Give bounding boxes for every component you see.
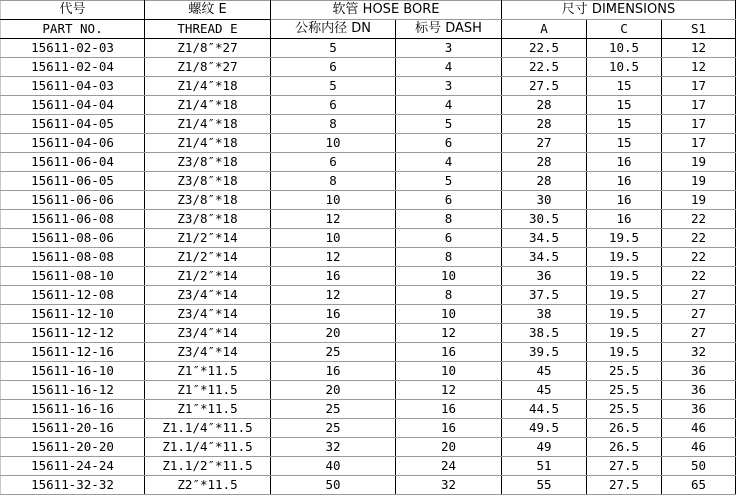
cell-dim-s1[interactable]: 22 [662,210,736,229]
cell-dim-a[interactable]: 49 [502,438,587,457]
cell-part-no[interactable]: 15611-20-16 [1,419,145,438]
cell-dim-s1[interactable]: 19 [662,191,736,210]
cell-dim-a[interactable]: 30.5 [502,210,587,229]
cell-dash[interactable]: 10 [396,305,502,324]
cell-dn[interactable]: 10 [271,191,396,210]
cell-dim-s1[interactable]: 50 [662,457,736,476]
cell-part-no[interactable]: 15611-12-16 [1,343,145,362]
cell-dim-c[interactable]: 16 [587,210,662,229]
cell-dim-s1[interactable]: 17 [662,134,736,153]
cell-dim-c[interactable]: 15 [587,115,662,134]
cell-dim-c[interactable]: 10.5 [587,58,662,77]
header-thread[interactable]: 螺纹 E [145,1,271,20]
cell-dim-c[interactable]: 25.5 [587,362,662,381]
cell-part-no[interactable]: 15611-16-12 [1,381,145,400]
subheader-thread-e[interactable]: THREAD E [145,20,271,39]
cell-dn[interactable]: 25 [271,400,396,419]
cell-part-no[interactable]: 15611-04-04 [1,96,145,115]
subheader-c[interactable]: C [587,20,662,39]
cell-part-no[interactable]: 15611-12-08 [1,286,145,305]
cell-dim-a[interactable]: 55 [502,476,587,495]
cell-dim-a[interactable]: 28 [502,172,587,191]
cell-dim-a[interactable]: 28 [502,96,587,115]
cell-dim-a[interactable]: 38.5 [502,324,587,343]
cell-dim-c[interactable]: 15 [587,134,662,153]
cell-dn[interactable]: 10 [271,229,396,248]
cell-part-no[interactable]: 15611-06-06 [1,191,145,210]
cell-thread[interactable]: Z3/8″*18 [145,210,271,229]
cell-dim-c[interactable]: 19.5 [587,324,662,343]
table-row [1,229,736,248]
cell-dim-s1[interactable]: 12 [662,58,736,77]
cell-dim-c[interactable]: 15 [587,96,662,115]
cell-dim-a[interactable]: 49.5 [502,419,587,438]
cell-dn[interactable]: 12 [271,210,396,229]
cell-dash[interactable]: 24 [396,457,502,476]
cell-dim-s1[interactable]: 32 [662,343,736,362]
cell-dim-s1[interactable]: 22 [662,267,736,286]
cell-dim-a[interactable]: 45 [502,362,587,381]
cell-dim-s1[interactable]: 36 [662,400,736,419]
cell-thread[interactable]: Z1″*11.5 [145,400,271,419]
table-row [1,343,736,362]
cell-thread[interactable]: Z1″*11.5 [145,381,271,400]
cell-dim-c[interactable]: 19.5 [587,248,662,267]
table-row [1,210,736,229]
cell-thread[interactable]: Z1/4″*18 [145,77,271,96]
table-row [1,77,736,96]
cell-dim-s1[interactable]: 27 [662,305,736,324]
cell-part-no[interactable]: 15611-04-06 [1,134,145,153]
cell-part-no[interactable]: 15611-04-03 [1,77,145,96]
cell-part-no[interactable]: 15611-32-32 [1,476,145,495]
cell-dn[interactable]: 32 [271,438,396,457]
cell-part-no[interactable]: 15611-16-16 [1,400,145,419]
cell-dim-a[interactable]: 27 [502,134,587,153]
cell-dn[interactable]: 40 [271,457,396,476]
table-row [1,286,736,305]
cell-dash[interactable]: 5 [396,115,502,134]
table-row [1,305,736,324]
cell-dash[interactable]: 6 [396,191,502,210]
cell-dash[interactable]: 32 [396,476,502,495]
cell-dim-c[interactable]: 25.5 [587,400,662,419]
cell-dn[interactable]: 8 [271,115,396,134]
cell-thread[interactable]: Z1/2″*14 [145,267,271,286]
cell-dash[interactable]: 4 [396,58,502,77]
cell-thread[interactable]: Z1.1/2″*11.5 [145,457,271,476]
cell-dim-c[interactable]: 10.5 [587,39,662,58]
cell-dim-c[interactable]: 25.5 [587,381,662,400]
cell-dash[interactable]: 16 [396,400,502,419]
table-row [1,39,736,58]
cell-dim-s1[interactable]: 36 [662,362,736,381]
cell-thread[interactable]: Z1/4″*18 [145,134,271,153]
cell-dim-s1[interactable]: 17 [662,77,736,96]
table-row [1,324,736,343]
cell-dim-s1[interactable]: 12 [662,39,736,58]
cell-dim-s1[interactable]: 22 [662,229,736,248]
subheader-a[interactable]: A [502,20,587,39]
cell-part-no[interactable]: 15611-06-04 [1,153,145,172]
cell-dim-c[interactable]: 16 [587,191,662,210]
table-row [1,457,736,476]
cell-dim-c[interactable]: 16 [587,172,662,191]
cell-dn[interactable]: 12 [271,286,396,305]
cell-thread[interactable]: Z1/2″*14 [145,229,271,248]
cell-dim-c[interactable]: 19.5 [587,305,662,324]
cell-part-no[interactable]: 15611-24-24 [1,457,145,476]
cell-thread[interactable]: Z1/2″*14 [145,248,271,267]
cell-dn[interactable]: 5 [271,77,396,96]
cell-dash[interactable]: 10 [396,267,502,286]
cell-thread[interactable]: Z3/8″*18 [145,172,271,191]
cell-dim-c[interactable]: 27.5 [587,457,662,476]
cell-part-no[interactable]: 15611-06-08 [1,210,145,229]
cell-thread[interactable]: Z2″*11.5 [145,476,271,495]
cell-dn[interactable]: 20 [271,381,396,400]
cell-part-no[interactable]: 15611-16-10 [1,362,145,381]
cell-dim-s1[interactable]: 46 [662,438,736,457]
table-row [1,381,736,400]
cell-part-no[interactable]: 15611-12-12 [1,324,145,343]
cell-dim-c[interactable]: 19.5 [587,229,662,248]
cell-dim-a[interactable]: 39.5 [502,343,587,362]
cell-dn[interactable]: 12 [271,248,396,267]
cell-dash[interactable]: 4 [396,96,502,115]
cell-dash[interactable]: 6 [396,134,502,153]
cell-thread[interactable]: Z1/4″*18 [145,115,271,134]
cell-dash[interactable]: 12 [396,324,502,343]
cell-dash[interactable]: 12 [396,381,502,400]
cell-dim-c[interactable]: 15 [587,77,662,96]
subheader-part-no[interactable]: PART NO. [1,20,145,39]
table-row [1,267,736,286]
header-hose-bore[interactable]: 软管 HOSE BORE [271,1,502,20]
table-row [1,476,736,495]
header-row-2 [1,20,736,39]
cell-dn[interactable]: 50 [271,476,396,495]
cell-part-no[interactable]: 15611-02-03 [1,39,145,58]
cell-dim-s1[interactable]: 27 [662,324,736,343]
cell-dim-s1[interactable]: 19 [662,153,736,172]
cell-dn[interactable]: 10 [271,134,396,153]
cell-dim-s1[interactable]: 19 [662,172,736,191]
cell-dash[interactable]: 3 [396,39,502,58]
cell-dim-c[interactable]: 26.5 [587,419,662,438]
cell-dim-a[interactable]: 37.5 [502,286,587,305]
table-row [1,400,736,419]
cell-dim-s1[interactable]: 46 [662,419,736,438]
cell-thread[interactable]: Z3/8″*18 [145,153,271,172]
header-row-1 [1,1,736,20]
cell-dash[interactable]: 20 [396,438,502,457]
cell-dash[interactable]: 10 [396,362,502,381]
header-code[interactable]: 代号 [1,1,145,20]
cell-dash[interactable]: 16 [396,419,502,438]
cell-dn[interactable]: 16 [271,305,396,324]
cell-thread[interactable]: Z1″*11.5 [145,362,271,381]
cell-thread[interactable]: Z3/8″*18 [145,191,271,210]
table-row [1,172,736,191]
cell-dn[interactable]: 16 [271,362,396,381]
cell-dash[interactable]: 6 [396,229,502,248]
cell-thread[interactable]: Z1/4″*18 [145,96,271,115]
cell-dim-c[interactable]: 19.5 [587,267,662,286]
cell-dim-a[interactable]: 30 [502,191,587,210]
cell-dn[interactable]: 6 [271,96,396,115]
cell-dim-c[interactable]: 16 [587,153,662,172]
cell-dim-a[interactable]: 36 [502,267,587,286]
cell-dim-c[interactable]: 27.5 [587,476,662,495]
cell-thread[interactable]: Z1/8″*27 [145,39,271,58]
cell-dash[interactable]: 5 [396,172,502,191]
cell-thread[interactable]: Z3/4″*14 [145,286,271,305]
cell-dn[interactable]: 6 [271,153,396,172]
cell-part-no[interactable]: 15611-08-10 [1,267,145,286]
table-row [1,362,736,381]
table-row [1,153,736,172]
table-row [1,134,736,153]
cell-dim-c[interactable]: 19.5 [587,343,662,362]
table-row [1,191,736,210]
subheader-dash[interactable]: 标号 DASH [396,20,502,39]
cell-part-no[interactable]: 15611-08-06 [1,229,145,248]
table-row [1,96,736,115]
cell-dim-a[interactable]: 44.5 [502,400,587,419]
cell-dash[interactable]: 8 [396,286,502,305]
cell-dn[interactable]: 5 [271,39,396,58]
cell-dim-s1[interactable]: 17 [662,115,736,134]
cell-dim-a[interactable]: 38 [502,305,587,324]
subheader-dn[interactable]: 公称内径 DN [271,20,396,39]
cell-dash[interactable]: 3 [396,77,502,96]
cell-dash[interactable]: 8 [396,210,502,229]
cell-dn[interactable]: 16 [271,267,396,286]
cell-dim-a[interactable]: 34.5 [502,229,587,248]
cell-dn[interactable]: 25 [271,343,396,362]
cell-dn[interactable]: 25 [271,419,396,438]
table-row [1,58,736,77]
cell-dn[interactable]: 8 [271,172,396,191]
cell-part-no[interactable]: 15611-20-20 [1,438,145,457]
cell-dash[interactable]: 4 [396,153,502,172]
cell-dim-a[interactable]: 45 [502,381,587,400]
subheader-s1[interactable]: S1 [662,20,736,39]
table-row [1,248,736,267]
cell-part-no[interactable]: 15611-06-05 [1,172,145,191]
table-row [1,115,736,134]
cell-dim-a[interactable]: 22.5 [502,58,587,77]
cell-dim-s1[interactable]: 27 [662,286,736,305]
cell-part-no[interactable]: 15611-02-04 [1,58,145,77]
cell-thread[interactable]: Z1.1/4″*11.5 [145,419,271,438]
cell-thread[interactable]: Z3/4″*14 [145,343,271,362]
header-dimensions[interactable]: 尺寸 DIMENSIONS [502,1,736,20]
cell-part-no[interactable]: 15611-12-10 [1,305,145,324]
cell-dim-a[interactable]: 28 [502,115,587,134]
cell-dim-s1[interactable]: 65 [662,476,736,495]
cell-dn[interactable]: 6 [271,58,396,77]
cell-thread[interactable]: Z3/4″*14 [145,324,271,343]
cell-dim-a[interactable]: 34.5 [502,248,587,267]
cell-dim-a[interactable]: 27.5 [502,77,587,96]
cell-thread[interactable]: Z1/8″*27 [145,58,271,77]
cell-dn[interactable]: 20 [271,324,396,343]
cell-dim-c[interactable]: 26.5 [587,438,662,457]
cell-thread[interactable]: Z1.1/4″*11.5 [145,438,271,457]
cell-dash[interactable]: 16 [396,343,502,362]
cell-thread[interactable]: Z3/4″*14 [145,305,271,324]
cell-dim-a[interactable]: 51 [502,457,587,476]
cell-dim-a[interactable]: 22.5 [502,39,587,58]
table-row [1,438,736,457]
cell-dim-s1[interactable]: 22 [662,248,736,267]
cell-dim-s1[interactable]: 17 [662,96,736,115]
cell-dim-a[interactable]: 28 [502,153,587,172]
cell-dim-c[interactable]: 19.5 [587,286,662,305]
cell-dash[interactable]: 8 [396,248,502,267]
cell-part-no[interactable]: 15611-08-08 [1,248,145,267]
cell-part-no[interactable]: 15611-04-05 [1,115,145,134]
cell-dim-s1[interactable]: 36 [662,381,736,400]
table-row [1,419,736,438]
